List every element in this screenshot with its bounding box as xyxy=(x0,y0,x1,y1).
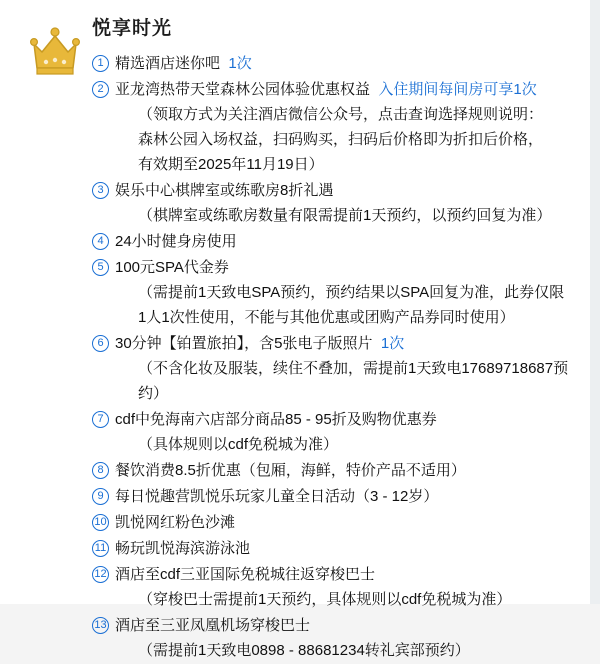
crown-icon-wrap xyxy=(18,18,92,664)
item-number-badge: 12 xyxy=(92,566,109,583)
item-number-badge: 7 xyxy=(92,411,109,428)
item-body xyxy=(115,229,586,254)
benefits-list xyxy=(92,51,586,663)
item-number-badge: 9 xyxy=(92,488,109,505)
item-label: 24小时健身房使用 xyxy=(115,232,237,250)
item-label: 畅玩凯悦海滨游泳池 xyxy=(115,539,251,557)
item-text-line xyxy=(115,613,586,638)
item-text-line xyxy=(115,536,586,561)
item-number-badge: 3 xyxy=(92,182,109,199)
list-item xyxy=(92,255,586,330)
item-number-badge: 2 xyxy=(92,81,109,98)
item-body xyxy=(115,178,586,228)
list-item xyxy=(92,51,586,76)
item-number-badge: 8 xyxy=(92,462,109,479)
item-body xyxy=(115,255,586,330)
item-label: 餐饮消费8.5折优惠（包厢，海鲜，特价产品不适用） xyxy=(115,461,466,479)
item-body xyxy=(115,77,586,177)
item-body xyxy=(115,484,586,509)
item-note-line: 有效期至2025年11月19日） xyxy=(138,155,324,173)
item-label: 娱乐中心棋牌室或练歌房8折礼遇 xyxy=(115,181,334,199)
list-item xyxy=(92,407,586,457)
list-item xyxy=(92,229,586,254)
item-text-line xyxy=(115,510,586,535)
item-body xyxy=(115,536,586,561)
item-note-line: （棋牌室或练歌房数量有限需提前1天预约，以预约回复为准） xyxy=(138,206,552,224)
item-label: 酒店至三亚凤凰机场穿梭巴士 xyxy=(115,616,311,634)
item-text-line xyxy=(115,255,586,280)
item-note-line: （不含化妆及服装，续住不叠加，需提前1天致电17689718687预约） xyxy=(138,359,569,402)
item-number-badge: 13 xyxy=(92,617,109,634)
item-body xyxy=(115,331,586,406)
list-item xyxy=(92,613,586,663)
item-label: cdf中免海南六店部分商品85 - 95折及购物优惠券 xyxy=(115,410,437,428)
item-label: 精选酒店迷你吧 xyxy=(115,54,221,72)
item-body xyxy=(115,458,586,483)
item-highlight: 入住期间每间房可享1次 xyxy=(370,80,537,98)
item-body xyxy=(115,407,586,457)
benefits-body xyxy=(92,18,586,664)
item-label: 凯悦网红粉色沙滩 xyxy=(115,513,236,531)
list-item xyxy=(92,458,586,483)
item-note-line: （需提前1天致电0898 - 88681234转礼宾部预约） xyxy=(138,641,470,659)
item-text-line xyxy=(115,51,586,76)
item-note-line: （穿梭巴士需提前1天预约，具体规则以cdf免税城为准） xyxy=(138,590,512,608)
item-body xyxy=(115,562,586,612)
item-label: 每日悦趣营凯悦乐玩家儿童全日活动（3 - 12岁） xyxy=(115,487,439,505)
list-item xyxy=(92,562,586,612)
item-note-line: （具体规则以cdf免税城为准） xyxy=(138,435,339,453)
item-note-line: 森林公园入场权益，扫码购买，扫码后价格即为折扣后价格， xyxy=(138,130,544,148)
item-number-badge: 11 xyxy=(92,540,109,557)
item-text-line xyxy=(115,178,586,203)
item-body xyxy=(115,51,586,76)
item-body xyxy=(115,613,586,663)
list-item xyxy=(92,178,586,228)
item-text-line xyxy=(115,562,586,587)
list-item xyxy=(92,331,586,406)
crown-icon xyxy=(28,22,82,80)
item-body xyxy=(115,510,586,535)
item-label: 30分钟【铂置旅拍】，含5张电子版照片 xyxy=(115,334,373,352)
item-highlight: 1次 xyxy=(220,54,252,72)
item-highlight: 1次 xyxy=(372,334,405,352)
item-label: 酒店至cdf三亚国际免税城往返穿梭巴士 xyxy=(115,565,376,583)
item-text-line xyxy=(115,229,586,254)
item-number-badge: 5 xyxy=(92,259,109,276)
page-title: 悦享时光 xyxy=(92,18,173,39)
item-note-line: （领取方式为关注酒店微信公众号，点击查询选择规则说明： xyxy=(138,105,544,123)
item-text-line xyxy=(115,77,586,102)
item-label: 100元SPA代金券 xyxy=(115,258,229,276)
list-item xyxy=(92,536,586,561)
list-item xyxy=(92,484,586,509)
item-text-line xyxy=(115,407,586,432)
item-label: 亚龙湾热带天堂森林公园体验优惠权益 xyxy=(115,80,371,98)
list-item xyxy=(92,77,586,177)
item-text-line xyxy=(115,484,586,509)
item-note-line: （需提前1天致电SPA预约，预约结果以SPA回复为准，此券仅限 xyxy=(138,283,565,301)
item-text-line xyxy=(115,458,586,483)
item-number-badge: 4 xyxy=(92,233,109,250)
item-number-badge: 10 xyxy=(92,514,109,531)
item-note-line: 1人1次性使用，不能与其他优惠或团购产品券同时使用） xyxy=(138,308,515,326)
list-item xyxy=(92,510,586,535)
item-number-badge: 1 xyxy=(92,55,109,72)
item-number-badge: 6 xyxy=(92,335,109,352)
item-text-line xyxy=(115,331,586,356)
